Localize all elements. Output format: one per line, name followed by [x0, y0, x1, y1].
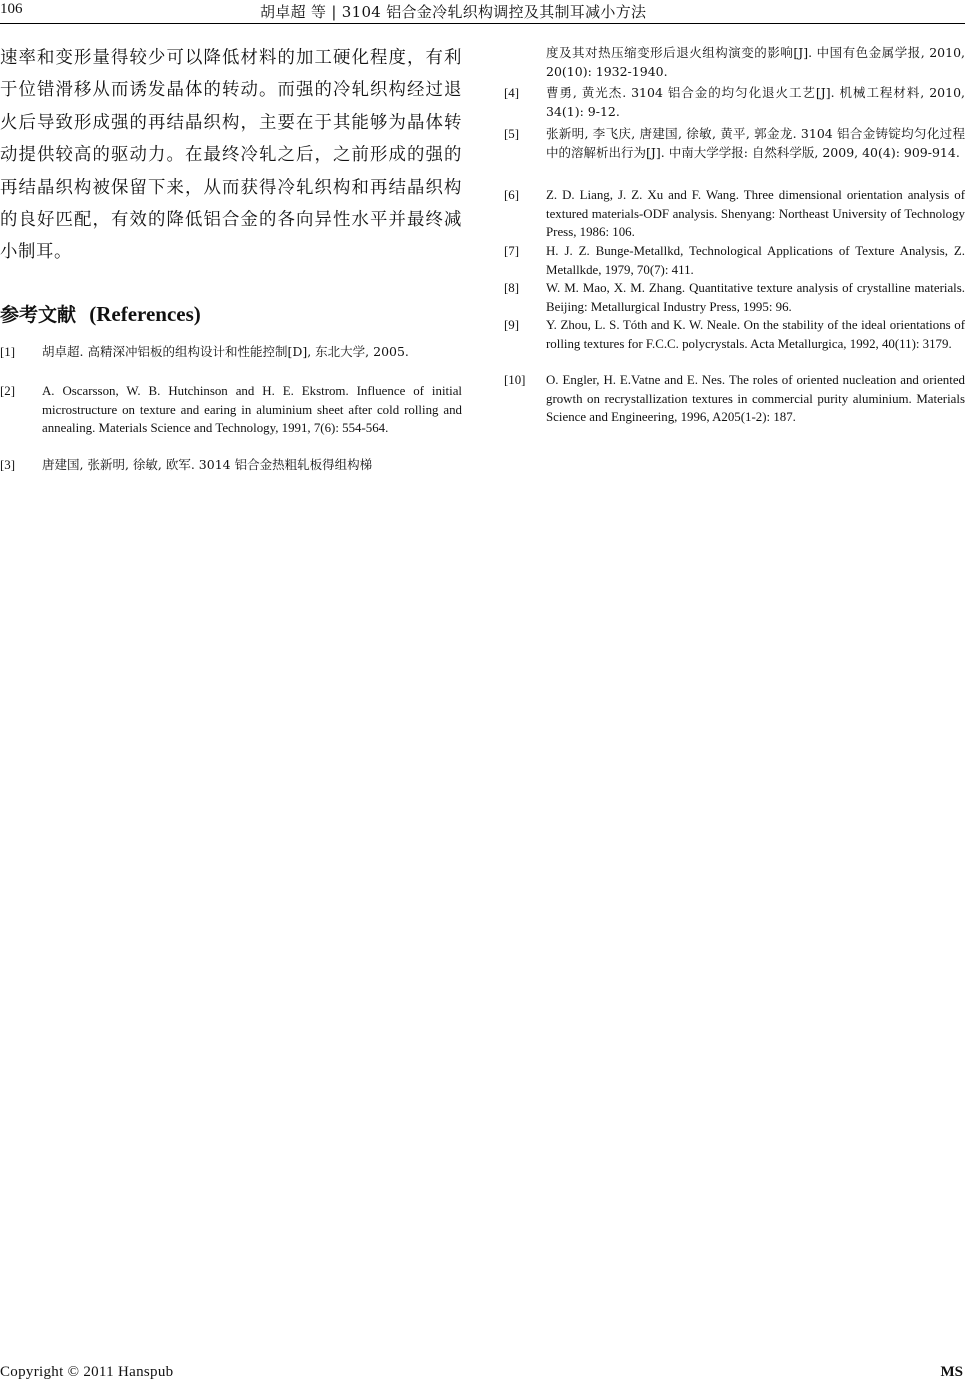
reference-item-3-continued: 度及其对热压缩变形后退火组构演变的影响[J]. 中国有色金属学报, 2010, 20(10): 1932-1940.: [546, 45, 965, 79]
reference-number: [1]: [0, 345, 16, 359]
reference-item-10: [504, 371, 965, 447]
reference-text: H. J. Z. Bunge-Metallkd, Technological Applications of Texture Analysis, Z. Metallkde, 1979, 70(7): 411.: [546, 244, 965, 277]
reference-number: [8]: [504, 281, 520, 295]
page-header: [0, 0, 965, 24]
reference-text: Z. D. Liang, J. Z. Xu and F. Wang. Three dimensional orientation analysis of textured materials-ODF analysis. Shenyang: Northeast University of Technology Press, 1986: 106.: [546, 188, 965, 240]
journal-abbreviation: MS: [940, 1364, 963, 1380]
reference-text: Y. Zhou, L. S. Tóth and K. W. Neale. On the stability of the ideal orientations of rolling textures for F.C.C. polycrystals. Acta Metallurgica, 1992, 40(11): 3179.: [546, 318, 965, 351]
reference-item-7: [504, 242, 965, 282]
reference-text: 曹勇, 黄光杰. 3104 铝合金的均匀化退火工艺[J]. 机械工程材料, 2010, 34(1): 9-12.: [546, 85, 965, 119]
references-heading: [0, 300, 201, 327]
reference-text: W. M. Mao, X. M. Zhang. Quantitative texture analysis of crystalline materials. Beijing: Metallurgical Industry Press, 1995: 96.: [546, 281, 965, 314]
reference-text: 唐建国, 张新明, 徐敏, 欧军. 3014 铝合金热粗轧板得组构梯: [42, 457, 373, 472]
reference-number: [5]: [504, 127, 520, 141]
reference-item-6: [504, 186, 965, 244]
reference-item-2: [0, 382, 462, 458]
body-text-column: [0, 42, 462, 269]
reference-number: [6]: [504, 188, 520, 202]
reference-item-9: [504, 316, 965, 374]
reference-text: A. Oscarsson, W. B. Hutchinson and H. E. Ekstrom. Influence of initial microstructure on texture and earing in aluminium sheet after cold rolling and annealing. Materials Science and Technology, 1991, 7(6): 554-564.: [42, 384, 462, 436]
reference-text: 胡卓超. 高精深冲铝板的组构设计和性能控制[D], 东北大学, 2005.: [42, 344, 409, 359]
reference-item-5: [504, 125, 965, 185]
running-head: 胡卓超 等 | 3104 铝合金冷轧织构调控及其制耳减小方法: [260, 3, 647, 21]
reference-number: [10]: [504, 373, 526, 387]
copyright-notice: Copyright © 2011 Hanspub: [0, 1364, 174, 1380]
body-paragraph: 速率和变形量得较少可以降低材料的加工硬化程度，有利于位错滑移从而诱发晶体的转动。而强的冷轧织构经过退火后导致形成强的再结晶织构，主要在于其能够为晶体转动提供较高的驱动力。在最终冷轧之后，之前形成的强的再结晶织构被保留下来，从而获得冷轧织构和再结晶织构的良好匹配，有效的降低铝合金的各向异性水平并最终减小制耳。: [0, 48, 462, 263]
reference-number: [4]: [504, 86, 520, 100]
reference-item-1: [0, 343, 462, 383]
reference-item-3: [0, 456, 462, 480]
reference-text: O. Engler, H. E.Vatne and E. Nes. The roles of oriented nucleation and oriented growth on recrystallization textures in commercial purity aluminium. Materials Science and Engineering, 1996, A205(1-2): 187.: [546, 373, 965, 425]
reference-number: [9]: [504, 318, 520, 332]
references-title-cn: 参考文献: [0, 304, 77, 326]
reference-item-4: [504, 84, 965, 124]
page-number: 106: [0, 1, 23, 17]
reference-text: 张新明, 李飞庆, 唐建国, 徐敏, 黄平, 郭金龙. 3104 铝合金铸锭均匀化过程中的溶解析出行为[J]. 中南大学学报: 自然科学版, 2009, 40(4): 909-914.: [546, 126, 965, 160]
reference-number: [2]: [0, 384, 16, 398]
reference-number: [3]: [0, 458, 16, 472]
reference-number: [7]: [504, 244, 520, 258]
reference-item-8: [504, 279, 965, 319]
references-title-en: (References): [89, 302, 201, 326]
